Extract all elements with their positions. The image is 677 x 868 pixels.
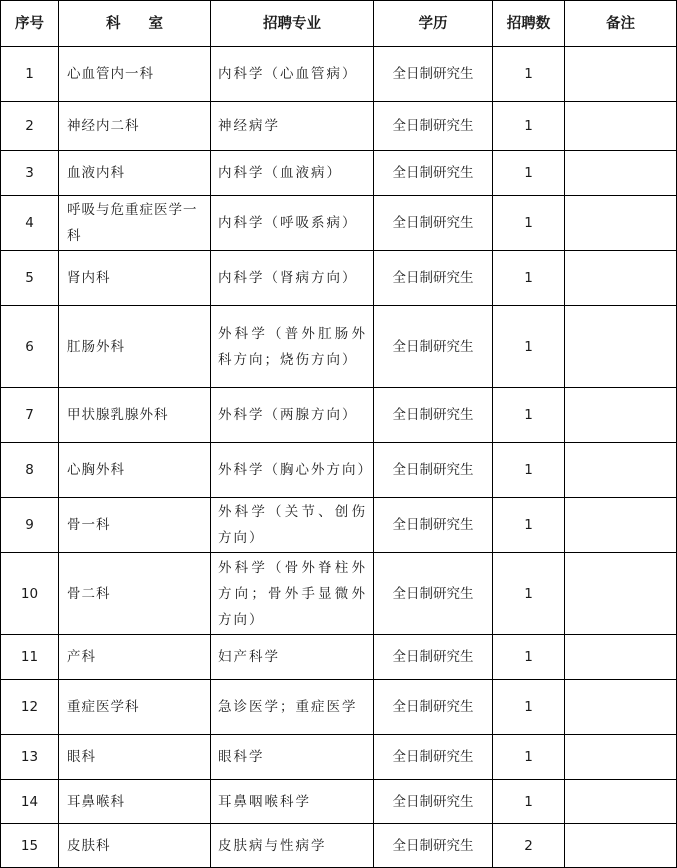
cell-count: 1 [493,47,565,102]
cell-note [565,553,677,635]
cell-seq: 14 [1,780,59,824]
header-major: 招聘专业 [211,1,374,47]
cell-seq: 4 [1,196,59,251]
cell-seq: 13 [1,735,59,780]
table-row [1,251,677,306]
table-row [1,196,677,251]
cell-count: 1 [493,553,565,635]
cell-count: 1 [493,680,565,735]
table-row [1,443,677,498]
cell-seq: 15 [1,824,59,868]
cell-note [565,780,677,824]
cell-major: 急诊医学；重症医学 [211,680,374,735]
cell-edu: 全日制研究生 [374,251,493,306]
cell-major: 外科学（两腺方向） [211,388,374,443]
table-row [1,47,677,102]
header-row [1,1,677,47]
header-note: 备注 [565,1,677,47]
cell-seq: 1 [1,47,59,102]
cell-edu: 全日制研究生 [374,196,493,251]
cell-note [565,102,677,151]
table-body [1,47,677,868]
header-seq: 序号 [1,1,59,47]
cell-dept: 肛肠外科 [59,306,211,388]
header-dept: 科室 [59,1,211,47]
cell-count: 1 [493,635,565,680]
header-count: 招聘数 [493,1,565,47]
cell-dept: 重症医学科 [59,680,211,735]
cell-edu: 全日制研究生 [374,498,493,553]
cell-note [565,824,677,868]
cell-seq: 5 [1,251,59,306]
cell-edu: 全日制研究生 [374,306,493,388]
cell-seq: 11 [1,635,59,680]
cell-edu: 全日制研究生 [374,780,493,824]
cell-dept: 呼吸与危重症医学一科 [59,196,211,251]
cell-note [565,196,677,251]
cell-major: 内科学（血液病） [211,151,374,196]
cell-major: 内科学（呼吸系病） [211,196,374,251]
cell-edu: 全日制研究生 [374,635,493,680]
cell-dept: 血液内科 [59,151,211,196]
table-row [1,388,677,443]
cell-note [565,388,677,443]
cell-dept: 皮肤科 [59,824,211,868]
cell-seq: 12 [1,680,59,735]
cell-count: 1 [493,735,565,780]
cell-seq: 6 [1,306,59,388]
cell-major: 眼科学 [211,735,374,780]
cell-major: 妇产科学 [211,635,374,680]
cell-seq: 7 [1,388,59,443]
cell-major: 外科学（普外肛肠外科方向；烧伤方向） [211,306,374,388]
cell-count: 1 [493,443,565,498]
cell-edu: 全日制研究生 [374,824,493,868]
table-row [1,635,677,680]
table-row [1,306,677,388]
table-row [1,780,677,824]
cell-seq: 10 [1,553,59,635]
cell-count: 1 [493,196,565,251]
cell-major: 神经病学 [211,102,374,151]
cell-dept: 肾内科 [59,251,211,306]
cell-major: 内科学（心血管病） [211,47,374,102]
cell-edu: 全日制研究生 [374,443,493,498]
table-row [1,680,677,735]
cell-edu: 全日制研究生 [374,151,493,196]
cell-count: 2 [493,824,565,868]
cell-major: 外科学（关节、创伤方向） [211,498,374,553]
cell-seq: 2 [1,102,59,151]
table-row [1,151,677,196]
cell-count: 1 [493,780,565,824]
cell-note [565,735,677,780]
cell-major: 皮肤病与性病学 [211,824,374,868]
table-header [1,1,677,47]
cell-count: 1 [493,102,565,151]
cell-note [565,635,677,680]
cell-edu: 全日制研究生 [374,102,493,151]
cell-dept: 甲状腺乳腺外科 [59,388,211,443]
cell-edu: 全日制研究生 [374,388,493,443]
cell-major: 外科学（胸心外方向） [211,443,374,498]
cell-count: 1 [493,498,565,553]
cell-note [565,47,677,102]
cell-seq: 3 [1,151,59,196]
cell-major: 耳鼻咽喉科学 [211,780,374,824]
cell-dept: 产科 [59,635,211,680]
cell-dept: 神经内二科 [59,102,211,151]
table-row [1,735,677,780]
header-edu: 学历 [374,1,493,47]
cell-major: 内科学（肾病方向） [211,251,374,306]
cell-dept: 眼科 [59,735,211,780]
cell-dept: 心血管内一科 [59,47,211,102]
cell-seq: 9 [1,498,59,553]
cell-count: 1 [493,151,565,196]
cell-dept: 耳鼻喉科 [59,780,211,824]
cell-count: 1 [493,388,565,443]
cell-edu: 全日制研究生 [374,735,493,780]
cell-note [565,443,677,498]
cell-note [565,498,677,553]
cell-dept: 骨二科 [59,553,211,635]
cell-note [565,251,677,306]
cell-note [565,306,677,388]
cell-edu: 全日制研究生 [374,47,493,102]
table-row [1,824,677,868]
cell-count: 1 [493,251,565,306]
cell-edu: 全日制研究生 [374,680,493,735]
table-row [1,498,677,553]
cell-seq: 8 [1,443,59,498]
cell-dept: 心胸外科 [59,443,211,498]
cell-count: 1 [493,306,565,388]
table-row [1,102,677,151]
cell-edu: 全日制研究生 [374,553,493,635]
table-row [1,553,677,635]
cell-major: 外科学（骨外脊柱外方向；骨外手显微外方向） [211,553,374,635]
cell-dept: 骨一科 [59,498,211,553]
cell-note [565,151,677,196]
cell-note [565,680,677,735]
